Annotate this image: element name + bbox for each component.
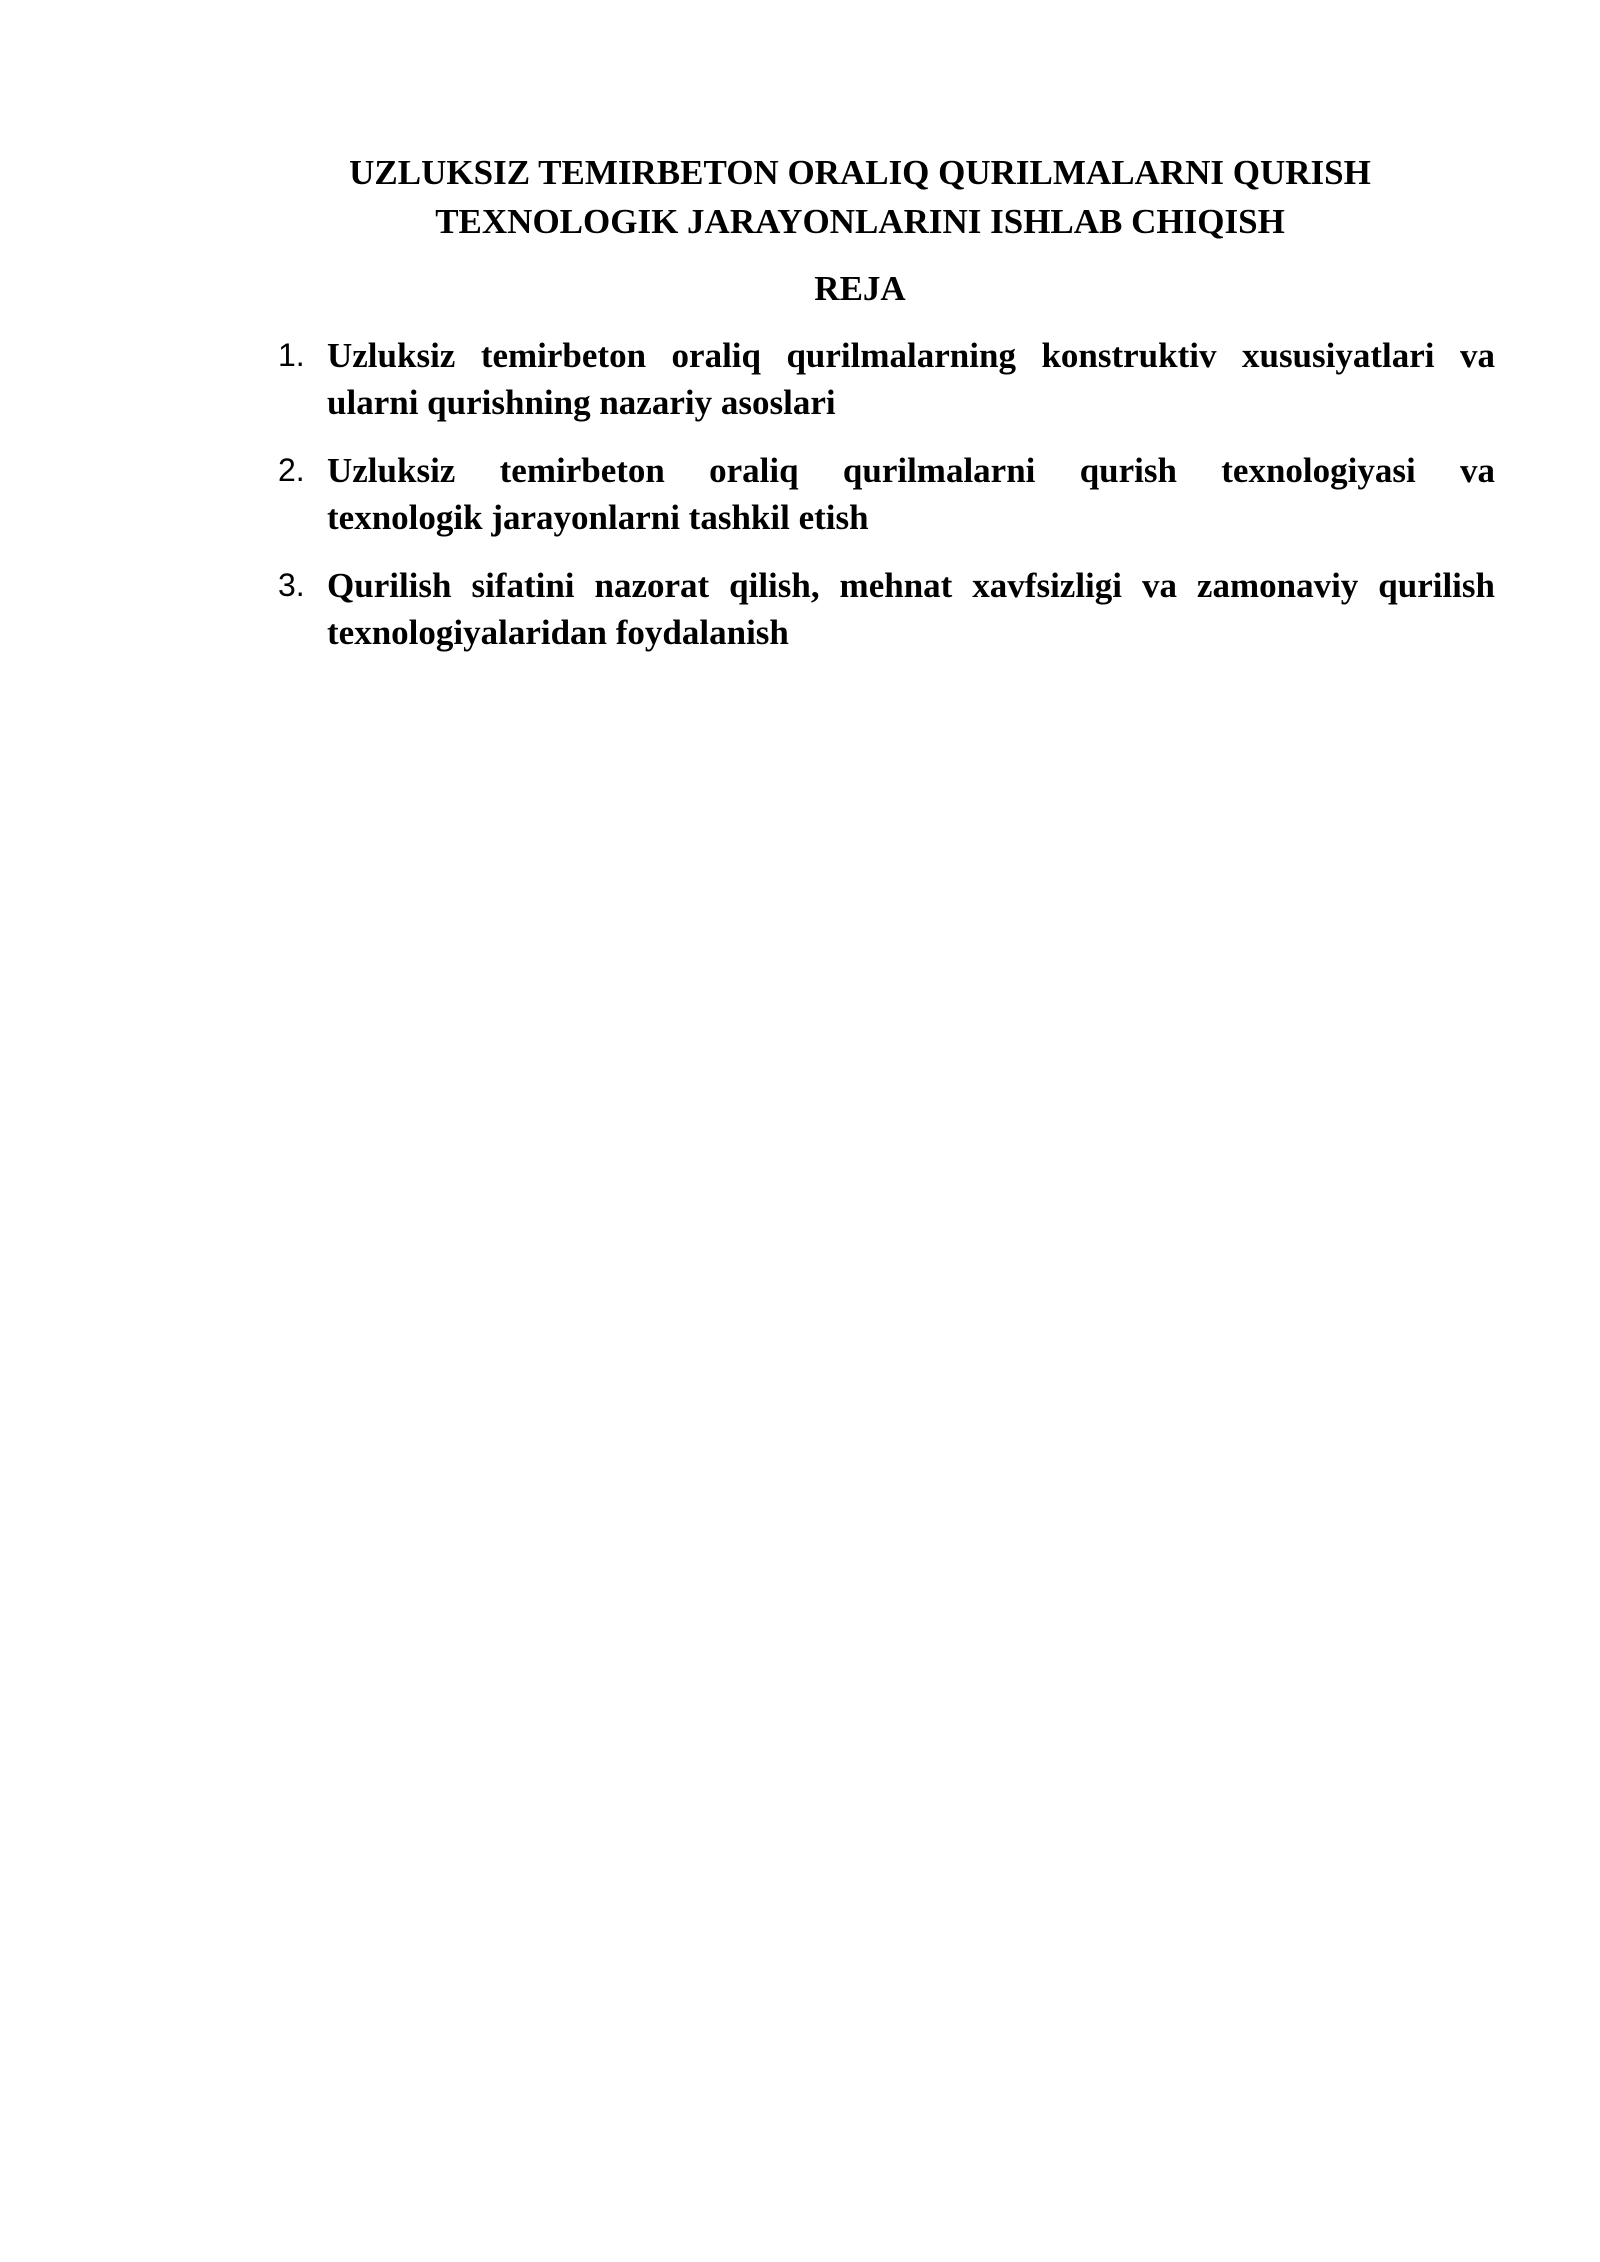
plan-item-text-line: texnologiyalaridan foydalanish <box>327 613 789 652</box>
plan-item-2 <box>270 447 1495 541</box>
plan-item-number: 2. <box>278 452 305 488</box>
plan-item-text-line: Uzluksiz temirbeton oraliq qurilmalarning konstruktiv xususiyatlari va <box>327 336 1495 375</box>
plan-item-1 <box>270 332 1495 426</box>
plan-item-number: 1. <box>278 337 305 373</box>
document-title-line-1: UZLUKSIZ TEMIRBETON ORALIQ QURILMALARNI QURISH <box>349 153 1371 192</box>
document-title <box>260 148 1460 246</box>
plan-list <box>270 332 1495 677</box>
document-title-line-2: TEXNOLOGIK JARAYONLARINI ISHLAB CHIQISH <box>435 202 1285 241</box>
plan-heading: REJA <box>814 269 906 308</box>
plan-item-text-line: texnologik jarayonlarni tashkil etish <box>327 498 869 537</box>
plan-item-3 <box>270 562 1495 656</box>
plan-item-text-line: Qurilish sifatini nazorat qilish, mehnat xavfsizligi va zamonaviy qurilish <box>327 566 1495 605</box>
plan-item-number: 3. <box>278 567 305 603</box>
plan-item-text-line: Uzluksiz temirbeton oraliq qurilmalarni qurish texnologiyasi va <box>327 451 1495 490</box>
plan-item-text-line: ularni qurishning nazariy asoslari <box>327 383 836 422</box>
